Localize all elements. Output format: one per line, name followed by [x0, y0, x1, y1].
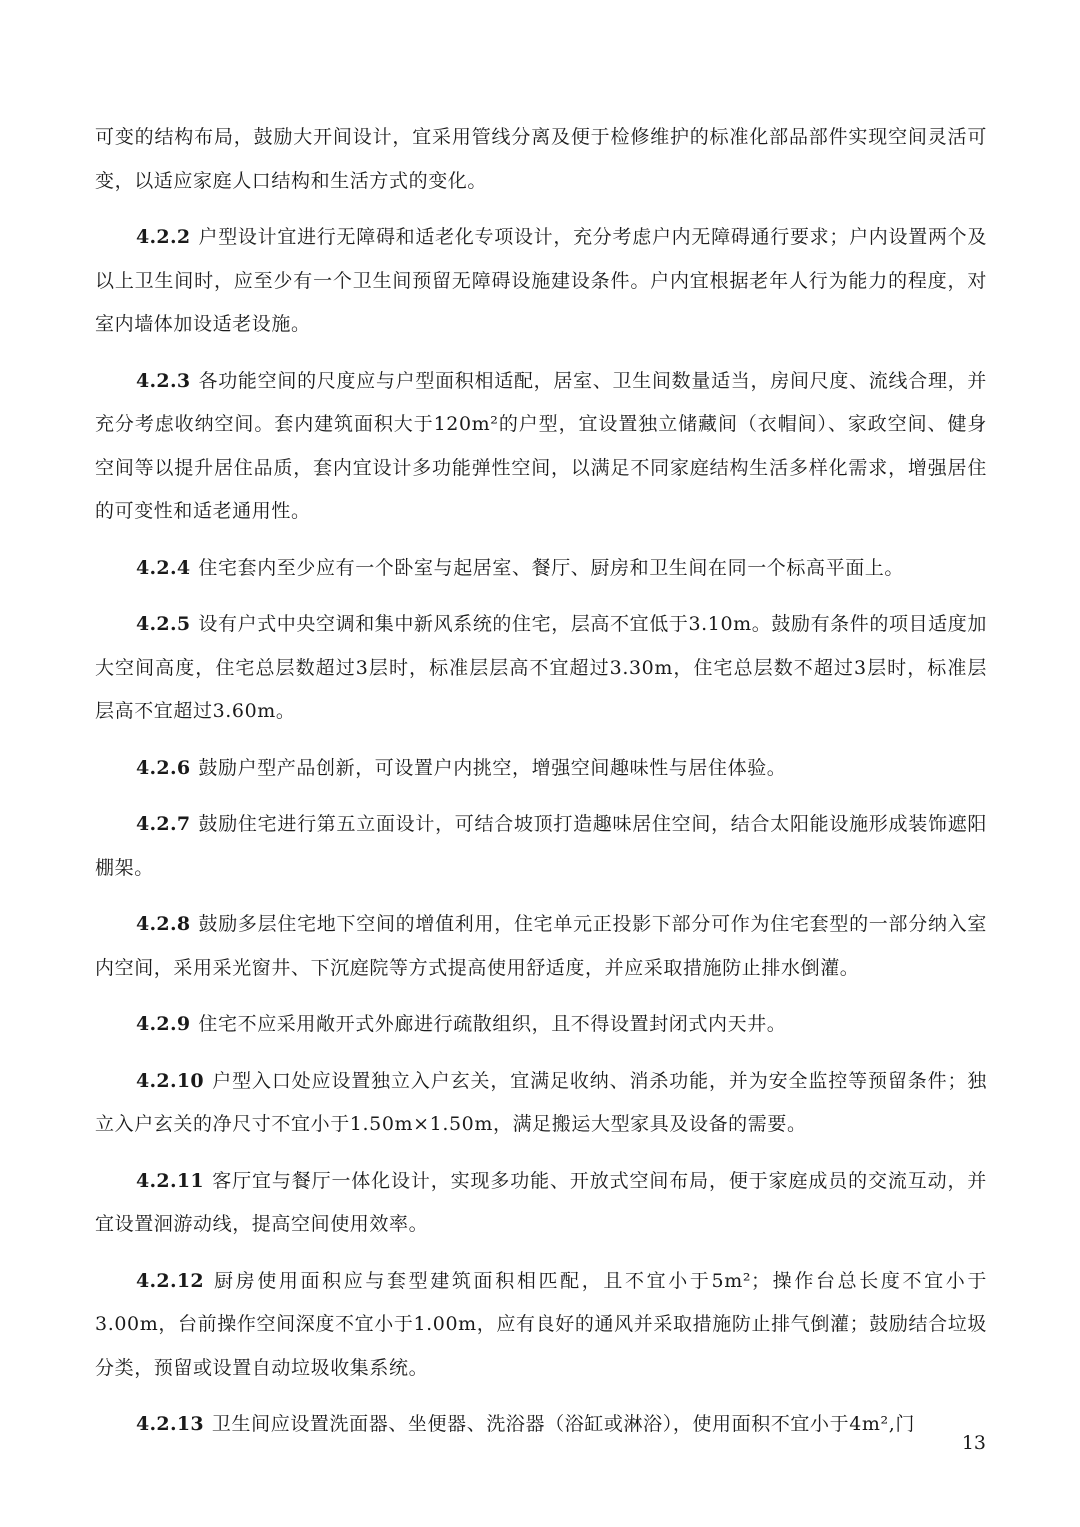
- document-body: [95, 116, 987, 1460]
- clause-number: 4.2.10: [136, 1069, 204, 1092]
- page-number: 13: [961, 1432, 986, 1454]
- clause-4-2-2: [95, 216, 987, 347]
- clause-number: 4.2.7: [136, 813, 191, 835]
- clause-text: 户型设计宜进行无障碍和适老化专项设计，充分考虑户内无障碍通行要求；户内设置两个及以上卫生间时，应至少有一个卫生间预留无障碍设施建设条件。户内宜根据老年人行为能力的程度，对室内墙体加设适老设施。: [95, 226, 987, 335]
- clause-number: 4.2.2: [136, 226, 191, 248]
- clause-4-2-11: [95, 1160, 987, 1247]
- clause-text: 设有户式中央空调和集中新风系统的住宅，层高不宜低于3.10m。鼓励有条件的项目适度加大空间高度，住宅总层数超过3层时，标准层层高不宜超过3.30m，住宅总层数不超过3层时，标准层层高不宜超过3.60m。: [95, 613, 987, 722]
- clause-4-2-13: [95, 1403, 987, 1447]
- clause-text: 客厅宜与餐厅一体化设计，实现多功能、开放式空间布局，便于家庭成员的交流互动，并宜设置洄游动线，提高空间使用效率。: [95, 1169, 987, 1235]
- clause-4-2-5: [95, 603, 987, 734]
- clause-number: 4.2.4: [136, 556, 191, 579]
- clause-text: 户型入口处应设置独立入户玄关，宜满足收纳、消杀功能，并为安全监控等预留条件；独立入户玄关的净尺寸不宜小于1.50m×1.50m，满足搬运大型家具及设备的需要。: [95, 1069, 987, 1135]
- clause-4-2-3: [95, 360, 987, 534]
- clause-number: 4.2.6: [136, 756, 191, 779]
- clause-text: 鼓励户型产品创新，可设置户内挑空，增强空间趣味性与居住体验。: [198, 756, 787, 779]
- clause-text: 鼓励住宅进行第五立面设计，可结合坡顶打造趣味居住空间，结合太阳能设施形成装饰遮阳棚架。: [95, 813, 987, 879]
- clause-text: 住宅不应采用敞开式外廊进行疏散组织，且不得设置封闭式内天井。: [198, 1013, 787, 1035]
- clause-4-2-12: [95, 1260, 987, 1391]
- clause-text: 厨房使用面积应与套型建筑面积相匹配，且不宜小于5m²；操作台总长度不宜小于3.00m，台前操作空间深度不宜小于1.00m，应有良好的通风并采取措施防止排气倒灌；鼓励结合垃圾分类，预留或设置自动垃圾收集系统。: [95, 1269, 987, 1379]
- clause-number: 4.2.5: [136, 613, 191, 635]
- clause-4-2-9: [95, 1003, 987, 1047]
- clause-text: 卫生间应设置洗面器、坐便器、洗浴器（浴缸或淋浴），使用面积不宜小于4m²,门: [211, 1413, 915, 1435]
- clause-4-2-6: [95, 747, 987, 791]
- clause-text: 鼓励多层住宅地下空间的增值利用，住宅单元正投影下部分可作为住宅套型的一部分纳入室内空间，采用采光窗井、下沉庭院等方式提高使用舒适度，并应采取措施防止排水倒灌。: [95, 913, 987, 979]
- clause-number: 4.2.12: [136, 1269, 204, 1292]
- clause-text: 各功能空间的尺度应与户型面积相适配，居室、卫生间数量适当，房间尺度、流线合理，并充分考虑收纳空间。套内建筑面积大于120m²的户型，宜设置独立储藏间（衣帽间）、家政空间、健身空间等以提升居住品质，套内宜设计多功能弹性空间，以满足不同家庭结构生活多样化需求，增强居住的可变性和适老通用性。: [95, 369, 987, 522]
- clause-4-2-7: [95, 803, 987, 890]
- clause-4-2-10: [95, 1060, 987, 1147]
- clause-4-2-4: [95, 547, 987, 591]
- clause-number: 4.2.3: [136, 369, 191, 392]
- clause-number: 4.2.11: [136, 1169, 204, 1192]
- clause-number: 4.2.8: [136, 913, 191, 935]
- clause-4-2-8: [95, 903, 987, 990]
- opening-paragraph: 可变的结构布局，鼓励大开间设计，宜采用管线分离及便于检修维护的标准化部品部件实现空间灵活可变，以适应家庭人口结构和生活方式的变化。: [95, 126, 987, 192]
- clause-number: 4.2.13: [136, 1413, 204, 1435]
- clause-number: 4.2.9: [136, 1013, 191, 1035]
- clause-text: 住宅套内至少应有一个卧室与起居室、餐厅、厨房和卫生间在同一个标高平面上。: [198, 556, 904, 579]
